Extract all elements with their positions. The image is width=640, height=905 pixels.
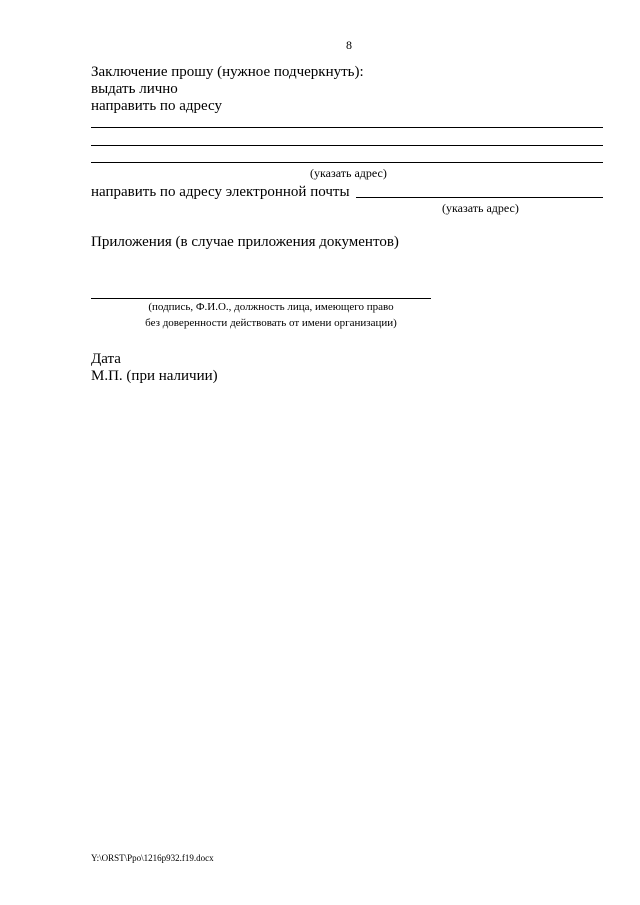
- email-line: [356, 197, 603, 198]
- address-line-1: [91, 127, 603, 128]
- option-by-email: направить по адресу электронной почты: [91, 184, 350, 200]
- option-personally: выдать лично: [91, 81, 178, 97]
- footer-file-path: Y:\ORST\Ppo\1216p932.f19.docx: [91, 853, 214, 863]
- address-line-2: [91, 145, 603, 146]
- email-hint: (указать адрес): [442, 201, 519, 215]
- conclusion-request-text: Заключение прошу (нужное подчеркнуть):: [91, 64, 364, 80]
- stamp-label: М.П. (при наличии): [91, 368, 218, 384]
- signature-caption-line2: без доверенности действовать от имени организации): [145, 317, 397, 329]
- attachments-label: Приложения (в случае приложения документов): [91, 234, 399, 250]
- signature-line: [91, 298, 431, 299]
- option-by-address: направить по адресу: [91, 98, 222, 114]
- address-line-3: [91, 162, 603, 163]
- address-hint: (указать адрес): [310, 166, 387, 180]
- page-number: 8: [346, 38, 352, 52]
- date-label: Дата: [91, 351, 121, 367]
- signature-caption-line1: (подпись, Ф.И.О., должность лица, имеющего право: [148, 301, 394, 313]
